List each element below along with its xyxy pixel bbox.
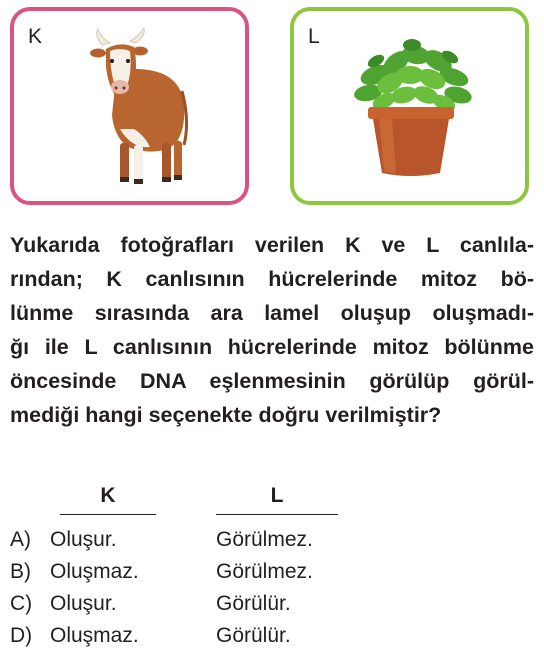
option-a[interactable] <box>10 525 530 555</box>
option-letter: A) <box>10 528 31 551</box>
option-k-value: Oluşmaz. <box>50 560 139 583</box>
option-l-value: Görülmez. <box>216 528 313 551</box>
question-line: öncesinde DNA eşlenmesinin görülüp görül- <box>10 369 534 393</box>
question-line: lünme sırasında ara lamel oluşup oluşmadı- <box>10 301 534 325</box>
card-l-label: L <box>308 25 320 48</box>
column-rule-l <box>216 514 338 515</box>
option-k-value: Oluşmaz. <box>50 624 139 647</box>
cow-icon <box>76 25 196 195</box>
card-k <box>10 7 249 205</box>
column-rule-k <box>60 514 156 515</box>
option-b[interactable] <box>10 557 530 587</box>
question-line: ğı ile L canlısının hücrelerinde mitoz bölünme <box>10 335 534 359</box>
column-header-l: L <box>270 484 284 507</box>
column-header-k: K <box>100 484 116 507</box>
option-l-value: Görülmez. <box>216 560 313 583</box>
option-letter: D) <box>10 624 33 647</box>
option-letter: C) <box>10 592 33 615</box>
card-k-label: K <box>28 25 43 48</box>
option-k-value: Oluşur. <box>50 528 117 551</box>
question-line: Yukarıda fotoğrafları verilen K ve L canlıla- <box>10 233 534 257</box>
question-line: rından; K canlısının hücrelerinde mitoz bö- <box>10 267 534 291</box>
option-c[interactable] <box>10 589 530 619</box>
option-l-value: Görülür. <box>216 624 291 647</box>
card-l <box>290 7 529 205</box>
option-d[interactable] <box>10 621 530 651</box>
potted-plant-icon <box>346 33 476 183</box>
question-line: mediği hangi seçenekte doğru verilmiştir? <box>10 403 442 427</box>
option-letter: B) <box>10 560 31 583</box>
question-text <box>10 228 534 432</box>
option-l-value: Görülür. <box>216 592 291 615</box>
option-k-value: Oluşur. <box>50 592 117 615</box>
